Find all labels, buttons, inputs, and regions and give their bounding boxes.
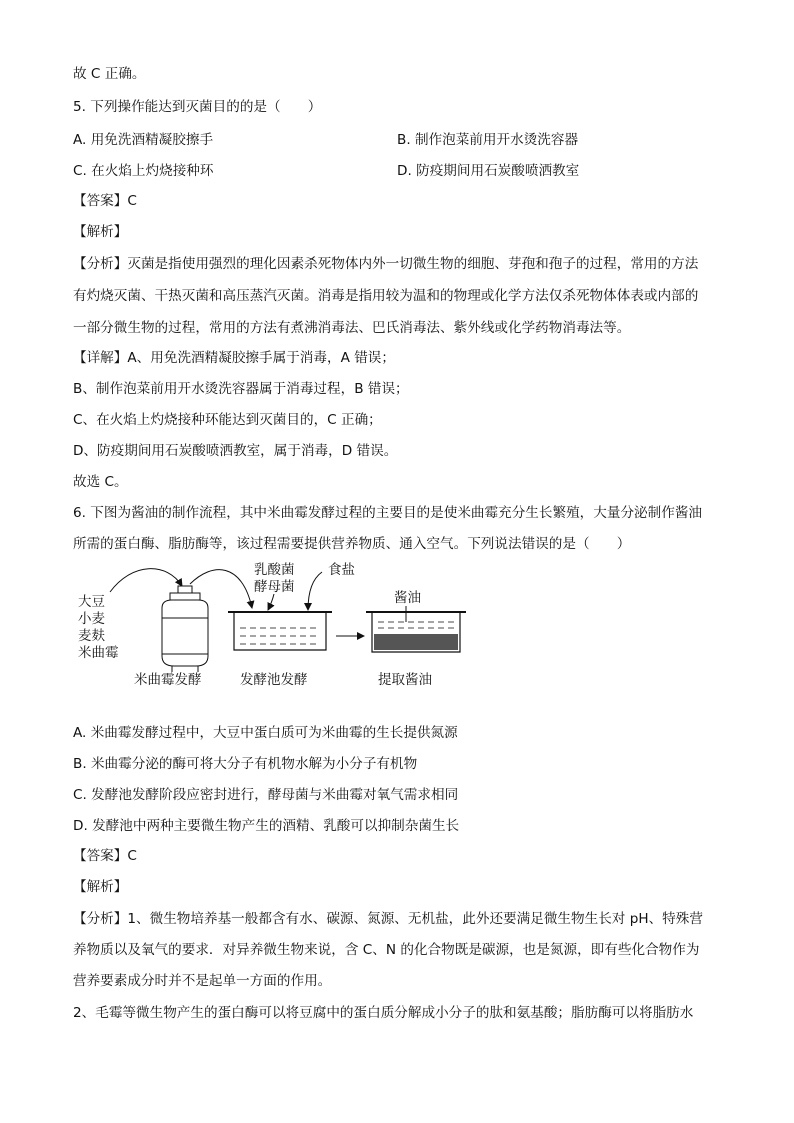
q5-answer: 【答案】C xyxy=(73,193,137,209)
q5-detail-b: B、制作泡菜前用开水烫洗容器属于消毒过程，B 错误； xyxy=(73,381,409,397)
raw-material-wheat: 小麦 xyxy=(78,611,105,627)
raw-material-bran: 麦麸 xyxy=(78,628,105,644)
soy-sauce-process-figure xyxy=(72,560,472,690)
q5-detail-c: C、在火焰上灼烧接种环能达到灭菌目的，C 正确； xyxy=(73,412,382,428)
q6-option-a: A. 米曲霉发酵过程中，大豆中蛋白质可为米曲霉的生长提供氮源 xyxy=(73,725,458,741)
q5-analysis-line-1: 【分析】灭菌是指使用强烈的理化因素杀死物体内外一切微生物的细胞、芽孢和孢子的过程，常用的方法 xyxy=(73,256,699,272)
q6-answer: 【答案】C xyxy=(73,848,137,864)
arrow-salt xyxy=(308,572,322,610)
q6-analysis-line-1: 【分析】1、微生物培养基一般都含有水、碳源、氮源、无机盐，此外还要满足微生物生长对 pH、特殊营 xyxy=(73,911,703,927)
q6-analysis-line-2: 养物质以及氧气的要求．对异养微生物来说，含 C、N 的化合物既是碳源，也是氮源，即有些化合物作为 xyxy=(73,942,700,958)
q5-detail-d: D、防疫期间用石炭酸喷洒教室，属于消毒，D 错误。 xyxy=(73,443,398,459)
microbe-lactobacillus: 乳酸菌 xyxy=(254,562,295,578)
q4-conclusion: 故 C 正确。 xyxy=(73,66,146,82)
q5-option-a: A. 用免洗酒精凝胶擦手 xyxy=(73,132,214,148)
fermentation-pool-icon xyxy=(228,612,332,650)
q5-option-d: D. 防疫期间用石炭酸喷洒教室 xyxy=(397,163,580,179)
extraction-vessel-icon xyxy=(366,606,466,652)
q5-analysis-line-3: 一部分微生物的过程，常用的方法有煮沸消毒法、巴氏消毒法、紫外线或化学药物消毒法等。 xyxy=(73,320,631,336)
q5-conclusion: 故选 C。 xyxy=(73,474,128,490)
q6-option-d: D. 发酵池中两种主要微生物产生的酒精、乳酸可以抑制杂菌生长 xyxy=(73,818,460,834)
raw-material-aspergillus: 米曲霉 xyxy=(78,645,119,661)
product-label: 酱油 xyxy=(394,590,421,606)
fermenter-vessel-icon xyxy=(162,586,208,672)
raw-material-soybean: 大豆 xyxy=(78,594,105,610)
microbe-yeast: 酵母菌 xyxy=(254,579,295,595)
q6-stem-line-2: 所需的蛋白酶、脂肪酶等，该过程需要提供营养物质、通入空气。下列说法错误的是（ ） xyxy=(73,536,631,552)
q6-analysis-heading: 【解析】 xyxy=(73,879,128,895)
q6-stem-line-1: 6. 下图为酱油的制作流程，其中米曲霉发酵过程的主要目的是使米曲霉充分生长繁殖，大量分泌制作酱油 xyxy=(73,505,703,521)
q6-analysis-line-3: 营养要素成分时并不是起单一方面的作用。 xyxy=(73,973,332,989)
stage-pool-fermentation: 发酵池发酵 xyxy=(240,672,308,688)
q5-stem: 5. 下列操作能达到灭菌目的的是（ ） xyxy=(73,99,322,115)
salt-label: 食盐 xyxy=(328,562,355,578)
arrow-to-fermenter xyxy=(110,569,182,592)
q6-analysis-line-4: 2、毛霉等微生物产生的蛋白酶可以将豆腐中的蛋白质分解成小分子的肽和氨基酸；脂肪酶可以将脂肪水 xyxy=(73,1005,694,1021)
q5-analysis-line-2: 有灼烧灭菌、干热灭菌和高压蒸汽灭菌。消毒是指用较为温和的物理或化学方法仅杀死物体体表或内部的 xyxy=(73,288,699,304)
q5-analysis-heading: 【解析】 xyxy=(73,224,128,240)
stage-aspergillus-fermentation: 米曲霉发酵 xyxy=(134,672,202,688)
q5-option-b: B. 制作泡菜前用开水烫洗容器 xyxy=(397,132,579,148)
stage-extract-soy-sauce: 提取酱油 xyxy=(378,672,432,688)
q6-option-c: C. 发酵池发酵阶段应密封进行，酵母菌与米曲霉对氧气需求相同 xyxy=(73,787,459,803)
q5-option-c: C. 在火焰上灼烧接种环 xyxy=(73,163,214,179)
q6-option-b: B. 米曲霉分泌的酶可将大分子有机物水解为小分子有机物 xyxy=(73,756,418,772)
q5-detail-a: 【详解】A、用免洗酒精凝胶擦手属于消毒，A 错误； xyxy=(73,350,395,366)
arrow-microbes xyxy=(268,594,274,610)
